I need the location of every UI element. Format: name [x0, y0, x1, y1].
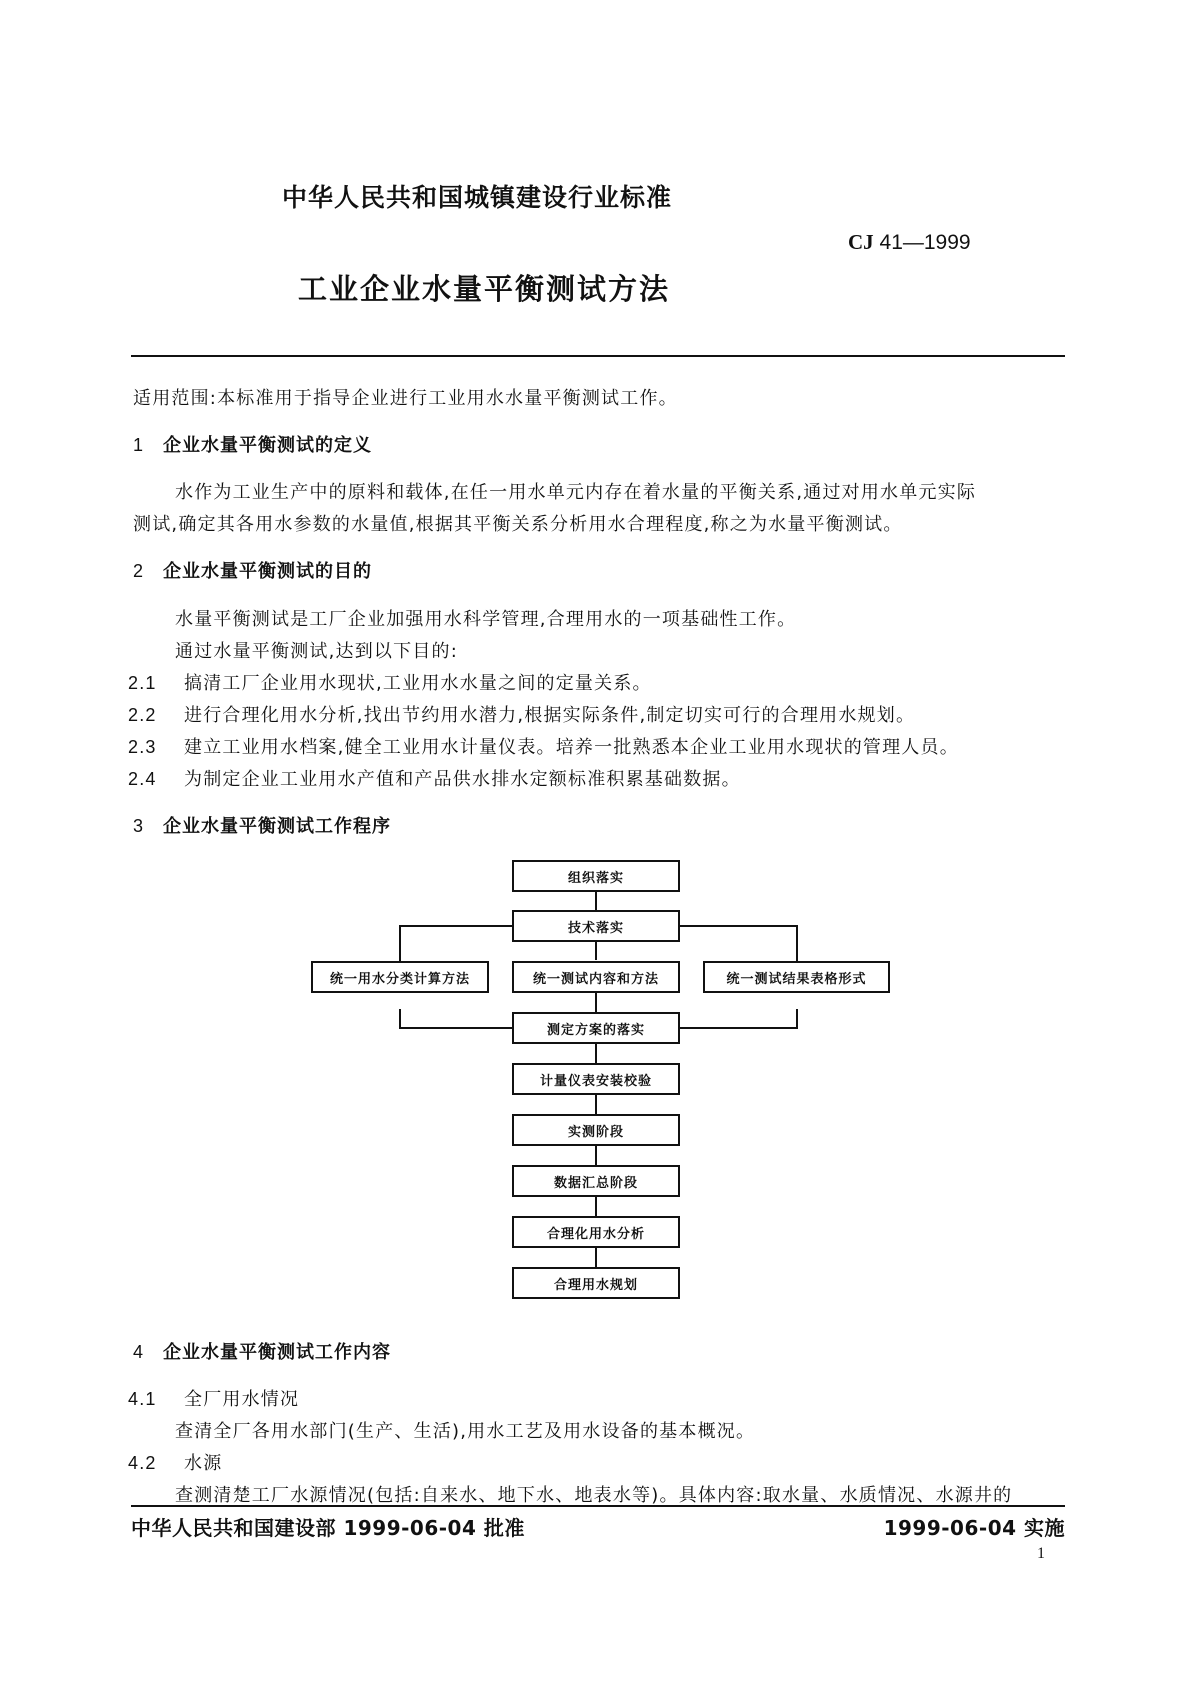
- flow-step-measure: 实测阶段: [512, 1114, 680, 1146]
- section4-heading: [133, 1338, 391, 1364]
- item-number: 4.2: [128, 1453, 157, 1473]
- section1-para-line1: 水作为工业生产中的原料和载体,在任一用水单元内存在着水量的平衡关系,通过对用水单元实际: [175, 482, 977, 503]
- section1-para-line2: 测试,确定其各用水参数的水量值,根据其平衡关系分析用水合理程度,称之为水量平衡测试。: [133, 514, 903, 535]
- item-number: 2.2: [128, 705, 157, 725]
- flow-step-planning: 合理用水规划: [512, 1267, 680, 1299]
- page-number: 1: [1037, 1545, 1045, 1562]
- approval-line: 中华人民共和国建设部 1999-06-04 批准: [131, 1516, 525, 1540]
- flow-branch-right: 统一测试结果表格形式: [703, 961, 890, 993]
- item-text: 进行合理化用水分析,找出节约用水潜力,根据实际条件,制定切实可行的合理用水规划。: [184, 705, 916, 726]
- section-number: 2: [133, 561, 145, 581]
- section4-sub1-heading: [128, 1385, 299, 1411]
- section-title: 企业水量平衡测试的定义: [163, 435, 372, 456]
- doc-title: 工业企业水量平衡测试方法: [298, 272, 671, 306]
- section2-para1: 水量平衡测试是工厂企业加强用水科学管理,合理用水的一项基础性工作。: [175, 609, 797, 630]
- scope-text: 适用范围:本标准用于指导企业进行工业用水水量平衡测试工作。: [133, 388, 678, 409]
- standard-code-number: 41—1999: [879, 231, 971, 254]
- section-number: 1: [133, 435, 145, 455]
- item-text: 为制定企业工业用水产值和产品供水排水定额标准积累基础数据。: [184, 769, 741, 790]
- section-title: 企业水量平衡测试的目的: [163, 561, 372, 582]
- section4-sub2-text: 查测清楚工厂水源情况(包括:自来水、地下水、地表水等)。具体内容:取水量、水质情况、水源井的: [175, 1485, 1013, 1506]
- section-title: 企业水量平衡测试工作程序: [163, 816, 391, 837]
- item-number: 2.1: [128, 673, 157, 693]
- section2-para2: 通过水量平衡测试,达到以下目的:: [175, 641, 458, 662]
- item-number: 2.4: [128, 769, 157, 789]
- implementation-date: 1999-06-04 实施: [883, 1516, 1065, 1540]
- item-text: 建立工业用水档案,健全工业用水计量仪表。培养一批熟悉本企业工业用水现状的管理人员。: [184, 737, 959, 758]
- flow-step-summary: 数据汇总阶段: [512, 1165, 680, 1197]
- flow-branch-center: 统一测试内容和方法: [512, 961, 680, 993]
- item-text: 搞清工厂企业用水现状,工业用水水量之间的定量关系。: [184, 673, 652, 694]
- flow-step-technical: 技术落实: [512, 910, 680, 942]
- footer-rule: [131, 1505, 1065, 1507]
- sub-title: 水源: [184, 1453, 223, 1474]
- flow-step-plan: 测定方案的落实: [512, 1012, 680, 1044]
- flow-step-meters: 计量仪表安装校验: [512, 1063, 680, 1095]
- org-title: 中华人民共和国城镇建设行业标准: [282, 183, 673, 212]
- connector-line: [680, 1009, 797, 1028]
- item-number: 2.3: [128, 737, 157, 757]
- section4-sub1-text: 查清全厂各用水部门(生产、生活),用水工艺及用水设备的基本概况。: [175, 1421, 756, 1442]
- flow-step-organize: 组织落实: [512, 860, 680, 892]
- flow-branch-left: 统一用水分类计算方法: [311, 961, 489, 993]
- section-number: 3: [133, 816, 145, 836]
- section-number: 4: [133, 1342, 145, 1362]
- section4-sub2-heading: [128, 1449, 222, 1475]
- connector-line: [400, 1009, 512, 1028]
- flow-step-analysis: 合理化用水分析: [512, 1216, 680, 1248]
- item-number: 4.1: [128, 1389, 157, 1409]
- section-title: 企业水量平衡测试工作内容: [163, 1342, 391, 1363]
- sub-title: 全厂用水情况: [184, 1389, 300, 1410]
- standard-code-prefix: CJ: [848, 230, 874, 254]
